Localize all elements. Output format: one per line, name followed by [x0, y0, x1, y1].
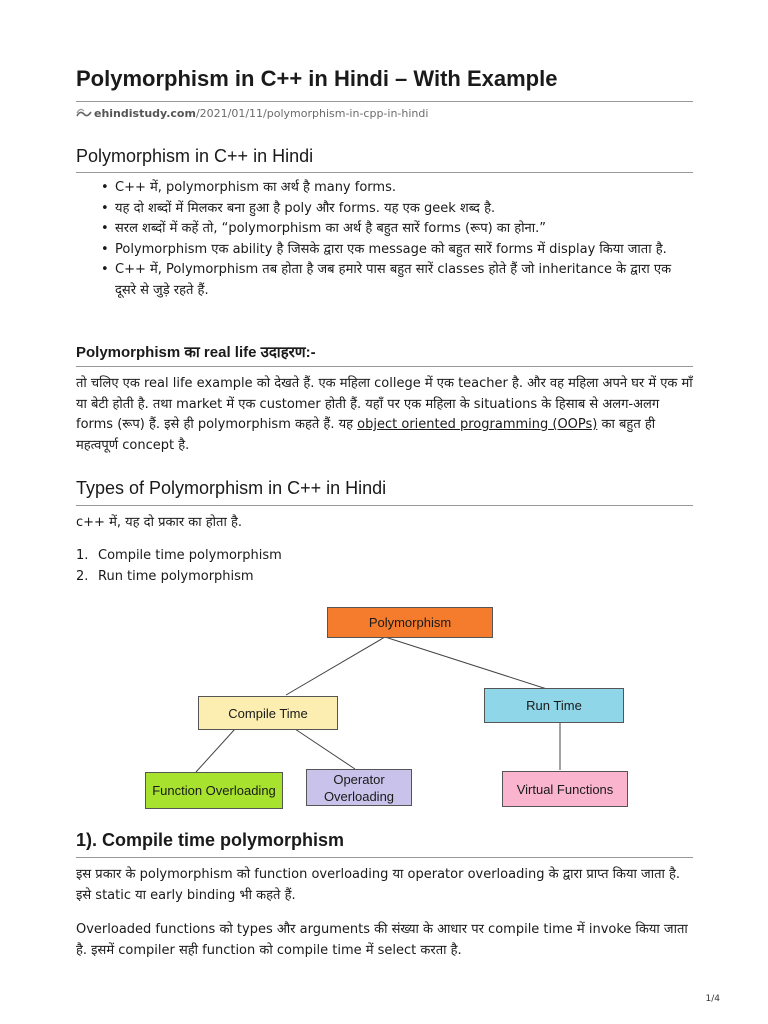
source-path: /2021/01/11/polymorphism-in-cpp-in-hindi	[195, 107, 429, 120]
list-item: • C++ में, Polymorphism तब होता है जब हमारे पास बहुत सारें classes होते हैं जो inheritance के द्वारा एक दूसरे से जुड़े रहते हैं.	[76, 260, 676, 301]
diagram-node-compile-time: Compile Time	[198, 696, 338, 730]
connector-line	[385, 637, 550, 690]
types-intro: c++ में, यह दो प्रकार का होता है.	[76, 515, 242, 530]
diagram-node-operator-overloading: Operator Overloading	[306, 769, 412, 806]
connector-line	[295, 729, 355, 769]
list-number: 1.	[76, 548, 89, 563]
list-label: Run time polymorphism	[98, 569, 254, 584]
list-item: • C++ में, polymorphism का अर्थ है many forms.	[76, 178, 676, 199]
list-label: Compile time polymorphism	[98, 548, 282, 563]
page-title: Polymorphism in C++ in Hindi – With Example	[76, 66, 558, 91]
section-divider	[76, 857, 693, 858]
subheading-real-life: Polymorphism का real life उदाहरण:-	[76, 344, 316, 361]
diagram-node-function-overloading: Function Overloading	[145, 772, 283, 809]
source-domain: ehindistudy.com	[94, 107, 196, 120]
section-heading-types: Types of Polymorphism in C++ in Hindi	[76, 478, 387, 498]
section-heading-polymorphism: Polymorphism in C++ in Hindi	[76, 146, 314, 166]
paragraph-text: का बहुत ही महत्वपूर्ण concept है.	[76, 417, 656, 453]
section-heading-compile-time: 1). Compile time polymorphism	[76, 830, 345, 850]
diagram-node-virtual-functions: Virtual Functions	[502, 771, 628, 807]
list-item: • यह दो शब्दों में मिलकर बना हुआ है poly और forms. यह एक geek शब्द है.	[76, 199, 676, 220]
page-number: 1/4	[705, 994, 720, 1004]
list-number: 2.	[76, 569, 89, 584]
connector-line	[286, 637, 385, 695]
list-item: • Polymorphism एक ability है जिसके द्वारा एक message को बहुत सारें forms में display किया जाता है.	[76, 240, 676, 261]
diagram-node-run-time: Run Time	[484, 688, 624, 723]
oop-link[interactable]: object oriented programming (OOPs)	[357, 417, 598, 432]
paragraph-text: तो चलिए एक real life example को देखते हैं. एक महिला college में एक teacher है. और वह महिला अपने घर में एक माँ या बेटी होती है. तथा market में एक customer होती हैं. यहाँ पर एक महिला के situations के हिसाब से अलग-अलग forms (रूप) हैं. इसे ही polymorphism कहते हैं. यह	[76, 376, 693, 432]
list-item: • सरल शब्दों में कहें तो, “polymorphism का अर्थ है बहुत सारें forms (रूप) का होना.”	[76, 219, 676, 240]
compile-time-paragraph-1: इस प्रकार के polymorphism को function overloading या operator overloading के द्वारा प्राप्त किया जाता है. इसे static या early binding भी कहते हैं.	[76, 867, 681, 903]
diagram-node-polymorphism: Polymorphism	[327, 607, 493, 638]
compile-time-paragraph-2: Overloaded functions को types और arguments की संख्या के आधार पर compile time में invoke किया जाता है. इसमें compiler सही function को compile time में select करता है.	[76, 922, 688, 958]
connector-line	[196, 729, 235, 772]
